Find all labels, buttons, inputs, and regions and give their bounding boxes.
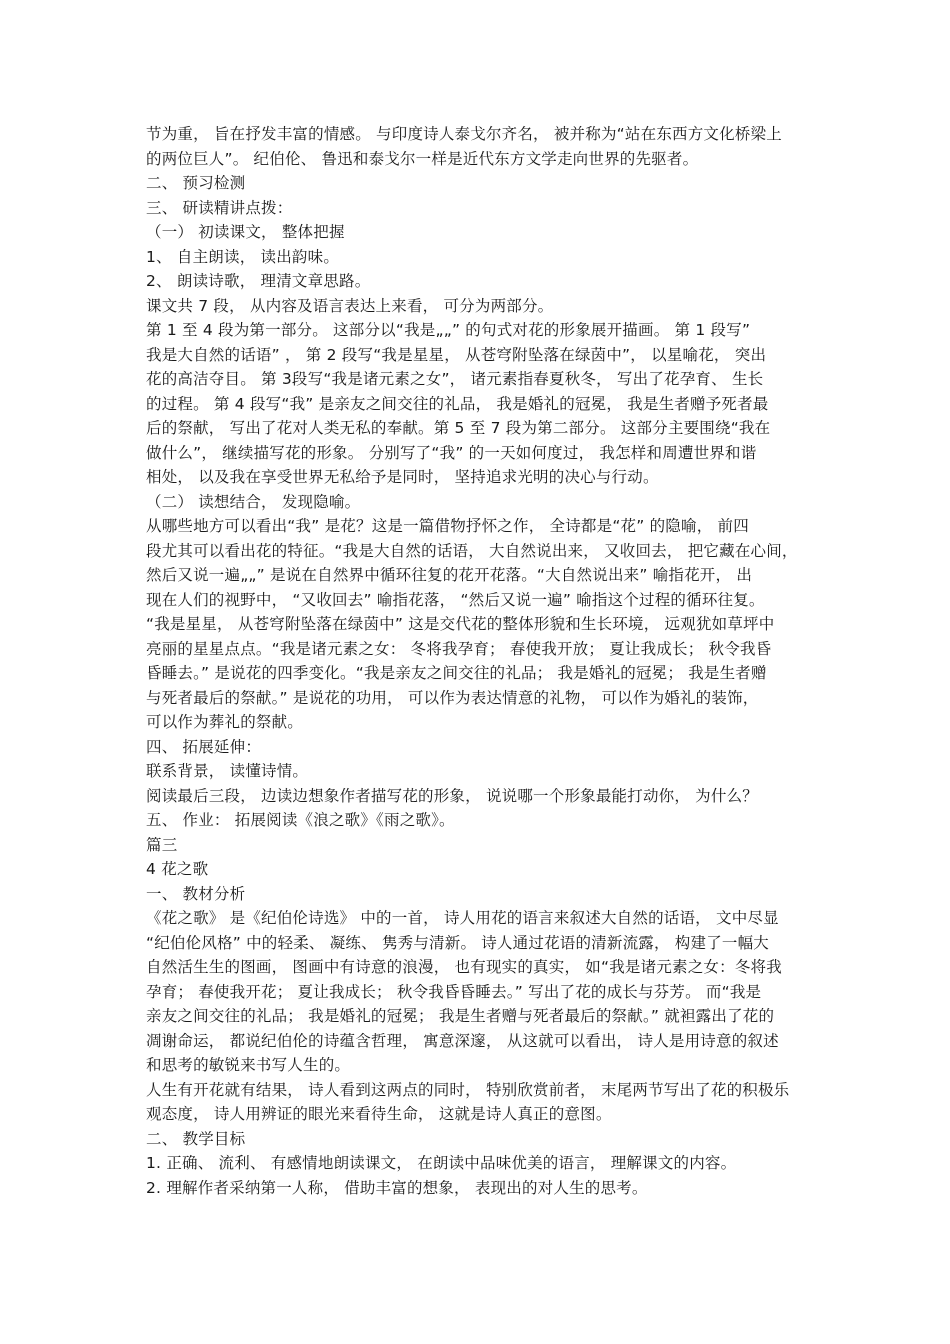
text-line: 孕育； 春使我开花； 夏让我成长； 秋令我昏昏睡去。” 写出了花的成长与芬芳。 而“我是 (146, 982, 762, 1001)
section-heading: 三、 研读精讲点拨： (146, 198, 293, 217)
text-line: “纪伯伦风格” 中的轻柔、 凝练、 隽秀与清新。 诗人通过花语的清新流露， 构建了一幅大 (146, 933, 769, 952)
subsection-heading: （一） 初读课文， 整体把握 (146, 223, 345, 241)
text-line: 花的高洁夺目。 第 3段写“我是诸元素之女”， 诸元素指春夏秋冬， 写出了花孕育、 生长 (146, 370, 764, 388)
text-line: 段尤其可以看出花的特征。“我是大自然的话语， 大自然说出来， 又收回去， 把它藏在心间， (146, 541, 798, 560)
text-line: 1、 自主朗读， 读出韵味。 (146, 247, 340, 266)
text-line: 2、 朗读诗歌， 理清文章思路。 (146, 272, 371, 290)
text-line: 与死者最后的祭献。” 是说花的功用， 可以作为表达情意的礼物， 可以作为婚礼的装饰， (146, 688, 759, 707)
section-heading: 二、 教学目标 (146, 1129, 246, 1148)
text-line: 第 1 至 4 段为第一部分。 这部分以“我是„„” 的句式对花的形象展开描画。 第 1 段写” (146, 321, 751, 339)
text-line: 和思考的敏锐来书写人生的。 (146, 1056, 351, 1074)
text-line: 从哪些地方可以看出“我” 是花？这是一篇借物抒怀之作， 全诗都是“花” 的隐喻， 前四 (146, 517, 749, 535)
text-line: 做什么”， 继续描写花的形象。 分别写了“我” 的一天如何度过， 我怎样和周遭世界和谐 (146, 443, 757, 462)
lesson-title: 4 花之歌 (146, 860, 209, 878)
section-heading: 五、 作业： 拓展阅读《浪之歌》《雨之歌》。 (146, 811, 455, 829)
text-line: 后的祭献， 写出了花对人类无私的奉献。第 5 至 7 段为第二部分。 这部分主要围绕“我在 (146, 419, 771, 437)
text-line: 2. 理解作者采纳第一人称， 借助丰富的想象， 表现出的对人生的思考。 (146, 1178, 648, 1197)
text-line: 课文共 7 段， 从内容及语言表达上来看， 可分为两部分。 (146, 296, 554, 315)
text-line: 我是大自然的话语” ， 第 2 段写“我是星星， 从苍穹附坠落在绿茵中”， 以星喻花， 突出 (146, 345, 767, 364)
text-line: 人生有开花就有结果， 诗人看到这两点的同时， 特别欣赏前者， 末尾两节写出了花的积极乐 (146, 1080, 790, 1099)
text-line: 现在人们的视野中， “又收回去” 喻指花落， “然后又说一遍” 喻指这个过程的循环往复。 (146, 590, 765, 609)
subsection-heading: （二） 读想结合， 发现隐喻。 (146, 492, 361, 511)
text-line: “我是星星， 从苍穹附坠落在绿茵中” 这是交代花的整体形貌和生长环境， 远观犹如草坪中 (146, 615, 775, 633)
text-line: 的两位巨人”。 纪伯伦、 鲁迅和泰戈尔一样是近代东方文学走向世界的先驱者。 (146, 149, 699, 168)
text-line: 联系背景， 读懂诗情。 (146, 762, 309, 780)
text-line: 节为重， 旨在抒发丰富的情感。 与印度诗人泰戈尔齐名， 被并称为“站在东西方文化桥梁上 (146, 125, 782, 143)
text-line: 可以作为葬礼的祭献。 (146, 713, 304, 731)
part-heading: 篇三 (146, 835, 178, 854)
section-heading: 四、 拓展延伸： (146, 737, 262, 756)
text-line: 观态度， 诗人用辨证的眼光来看待生命， 这就是诗人真正的意图。 (146, 1105, 612, 1123)
section-heading: 二、 预习检测 (146, 174, 246, 192)
text-line: 然后又说一遍„„” 是说在自然界中循环往复的花开花落。“大自然说出来” 喻指花开， 出 (146, 566, 753, 584)
text-line: 《花之歌》 是《纪伯伦诗选》 中的一首， 诗人用花的语言来叙述大自然的话语， 文中尽显 (146, 909, 779, 927)
text-line: 的过程。 第 4 段写“我” 是亲友之间交往的礼品， 我是婚礼的冠冕， 我是生者赠予死者最 (146, 394, 769, 413)
document-page (146, 122, 816, 1200)
text-line: 亮丽的星星点点。“我是诸元素之女： 冬将我孕育； 春使我开放； 夏让我成长； 秋令我昏 (146, 639, 772, 658)
text-line: 阅读最后三段， 边读边想象作者描写花的形象， 说说哪一个形象最能打动你， 为什么？ (146, 786, 758, 805)
text-line: 凋谢命运， 都说纪伯伦的诗蕴含哲理， 寓意深邃， 从这就可以看出， 诗人是用诗意的叙述 (146, 1031, 779, 1050)
text-line: 亲友之间交往的礼品； 我是婚礼的冠冕； 我是生者赠与死者最后的祭献。” 就袒露出了花的 (146, 1007, 775, 1025)
text-line: 1. 正确、 流利、 有感情地朗读课文， 在朗读中品味优美的语言， 理解课文的内容。 (146, 1154, 737, 1172)
text-line: 自然活生生的图画， 图画中有诗意的浪漫， 也有现实的真实， 如“我是诸元素之女：冬将我 (146, 958, 782, 976)
text-line: 昏睡去。” 是说花的四季变化。“我是亲友之间交往的礼品； 我是婚礼的冠冕； 我是生者赠 (146, 664, 767, 682)
section-heading: 一、 教材分析 (146, 884, 246, 903)
text-line: 相处， 以及我在享受世界无私给予是同时， 坚持追求光明的决心与行动。 (146, 468, 659, 486)
